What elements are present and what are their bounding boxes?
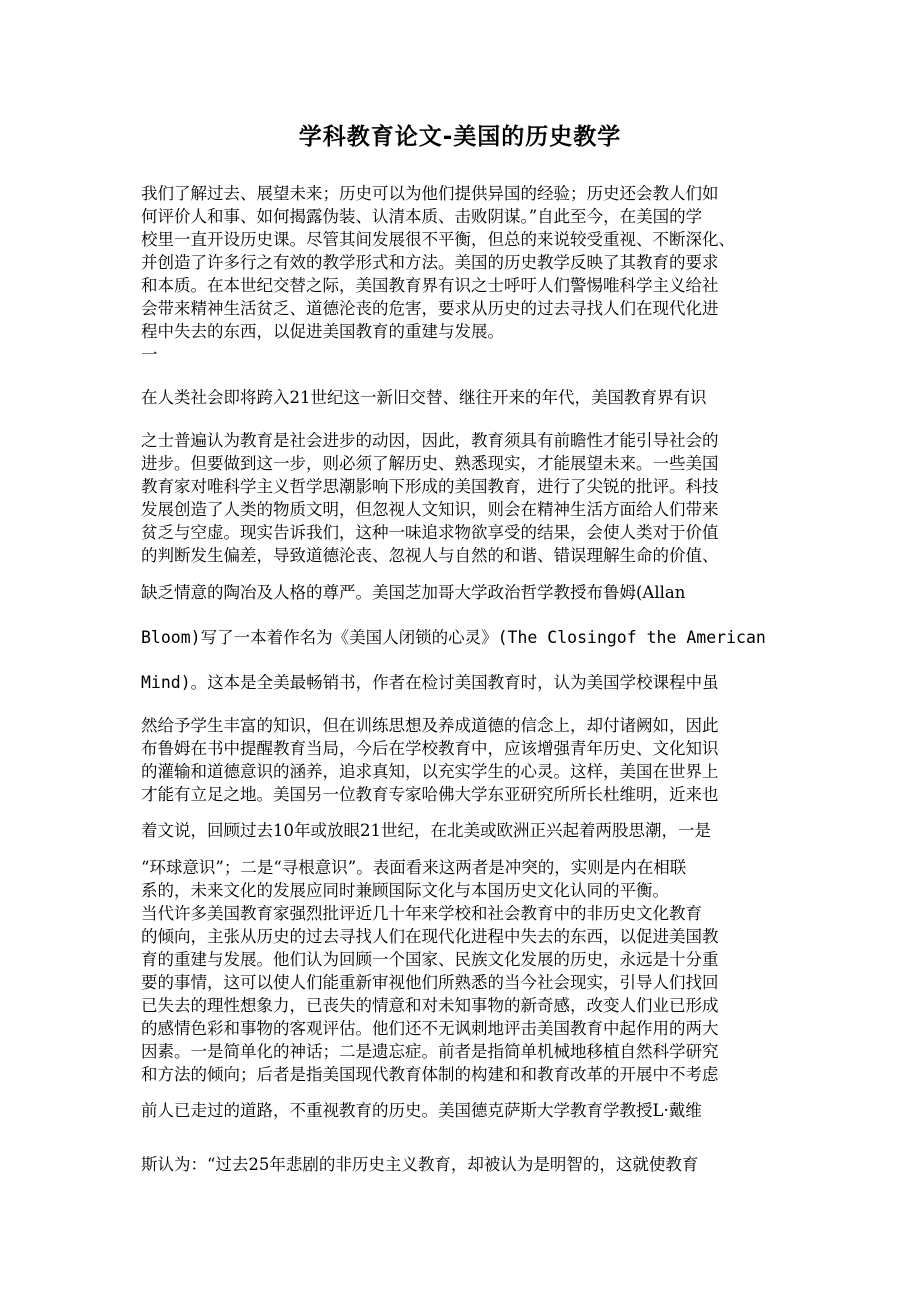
text-line: 我们了解过去、展望未来；历史可以为他们提供异国的经验；历史还会教人们如 <box>141 184 719 203</box>
text-line: Bloom)写了一本着作名为《美国人闭锁的心灵》(The Closingof the American <box>141 628 766 647</box>
text-line: 教育家对唯科学主义哲学思潮影响下形成的美国教育，进行了尖锐的批评。科技 <box>141 477 719 496</box>
text-line: 会带来精神生活贫乏、道德沦丧的危害，要求从历史的过去寻找人们在现代化进 <box>141 299 719 318</box>
text-line: 当代许多美国教育家强烈批评近几十年来学校和社会教育中的非历史文化教育 <box>141 904 702 923</box>
text-line: 布鲁姆在书中提醒教育当局，今后在学校教育中，应该增强青年历史、文化知识 <box>141 739 719 758</box>
text-line: 因素。一是简单化的神话；二是遗忘症。前者是指简单机械地移植自然科学研究 <box>141 1042 719 1061</box>
text-line: 然给予学生丰富的知识，但在训练思想及养成道德的信念上，却付诸阙如，因此 <box>141 716 719 735</box>
text-line: 和方法的倾向；后者是指美国现代教育体制的构建和和教育改革的开展中不考虑 <box>141 1065 719 1084</box>
text-line: 育的重建与发展。他们认为回顾一个国家、民族文化发展的历史，永远是十分重 <box>141 950 719 969</box>
text-line: 之士普遍认为教育是社会进步的动因，因此，教育须具有前瞻性才能引导社会的 <box>141 431 719 450</box>
text-line: 缺乏情意的陶冶及人格的尊严。美国芝加哥大学政治哲学教授布鲁姆(Allan <box>141 583 686 602</box>
text-line: 和本质。在本世纪交替之际，美国教育界有识之士呼吁人们警惕唯科学主义给社 <box>141 276 719 295</box>
text-line: 一 <box>141 345 158 364</box>
text-line: 着文说，回顾过去10年或放眼21世纪，在北美或欧洲正兴起着两股思潮，一是 <box>141 821 711 840</box>
text-line: “环球意识”；二是“寻根意识”。表面看来这两者是冲突的，实则是内在相联 <box>141 858 687 877</box>
text-line: 在人类社会即将跨入21世纪这一新旧交替、继往开来的年代，美国教育界有识 <box>141 388 707 407</box>
text-line: 校里一直开设历史课。尽管其间发展很不平衡，但总的来说较受重视、不断深化、 <box>141 230 735 249</box>
text-line: 已失去的理性想象力，已丧失的情意和对未知事物的新奇感，改变人们业已形成 <box>141 996 719 1015</box>
text-line: 系的，未来文化的发展应同时兼顾国际文化与本国历史文化认同的平衡。 <box>141 881 669 900</box>
text-line: 要的事情，这可以使人们能重新审视他们所熟悉的当今社会现实，引导人们找回 <box>141 973 719 992</box>
text-line: Mind)。这本是全美最畅销书，作者在检讨美国教育时，认为美国学校课程中虽 <box>141 673 719 692</box>
text-line: 发展创造了人类的物质文明，但忽视人文知识，则会在精神生活方面给人们带来 <box>141 500 719 519</box>
text-line: 前人已走过的道路，不重视教育的历史。美国德克萨斯大学教育学教授L·戴维 <box>141 1101 702 1120</box>
text-line: 的灌输和道德意识的涵养，追求真知，以充实学生的心灵。这样，美国在世界上 <box>141 762 719 781</box>
text-line: 程中失去的东西，以促进美国教育的重建与发展。 <box>141 322 504 341</box>
text-line: 斯认为：“过去25年悲剧的非历史主义教育，却被认为是明智的，这就使教育 <box>141 1155 699 1174</box>
text-line: 何评价人和事、如何揭露伪装、认清本质、击败阴谋。”自此至今，在美国的学 <box>141 207 703 226</box>
text-line: 才能有立足之地。美国另一位教育专家哈佛大学东亚研究所所长杜维明，近来也 <box>141 785 719 804</box>
text-line: 的倾向，主张从历史的过去寻找人们在现代化进程中失去的东西，以促进美国教 <box>141 927 719 946</box>
text-line: 贫乏与空虚。现实告诉我们，这种一味追求物欲享受的结果，会使人类对于价值 <box>141 523 719 542</box>
document-title: 学科教育论文-美国的历史教学 <box>298 124 622 150</box>
text-line: 并创造了许多行之有效的教学形式和方法。美国的历史教学反映了其教育的要求 <box>141 253 719 272</box>
text-line: 的感情色彩和事物的客观评估。他们还不无讽刺地评击美国教育中起作用的两大 <box>141 1019 719 1038</box>
text-line: 的判断发生偏差，导致道德沦丧、忽视人与自然的和谐、错误理解生命的价值、 <box>141 546 719 565</box>
text-line: 进步。但要做到这一步，则必须了解历史、熟悉现实，才能展望未来。一些美国 <box>141 454 719 473</box>
